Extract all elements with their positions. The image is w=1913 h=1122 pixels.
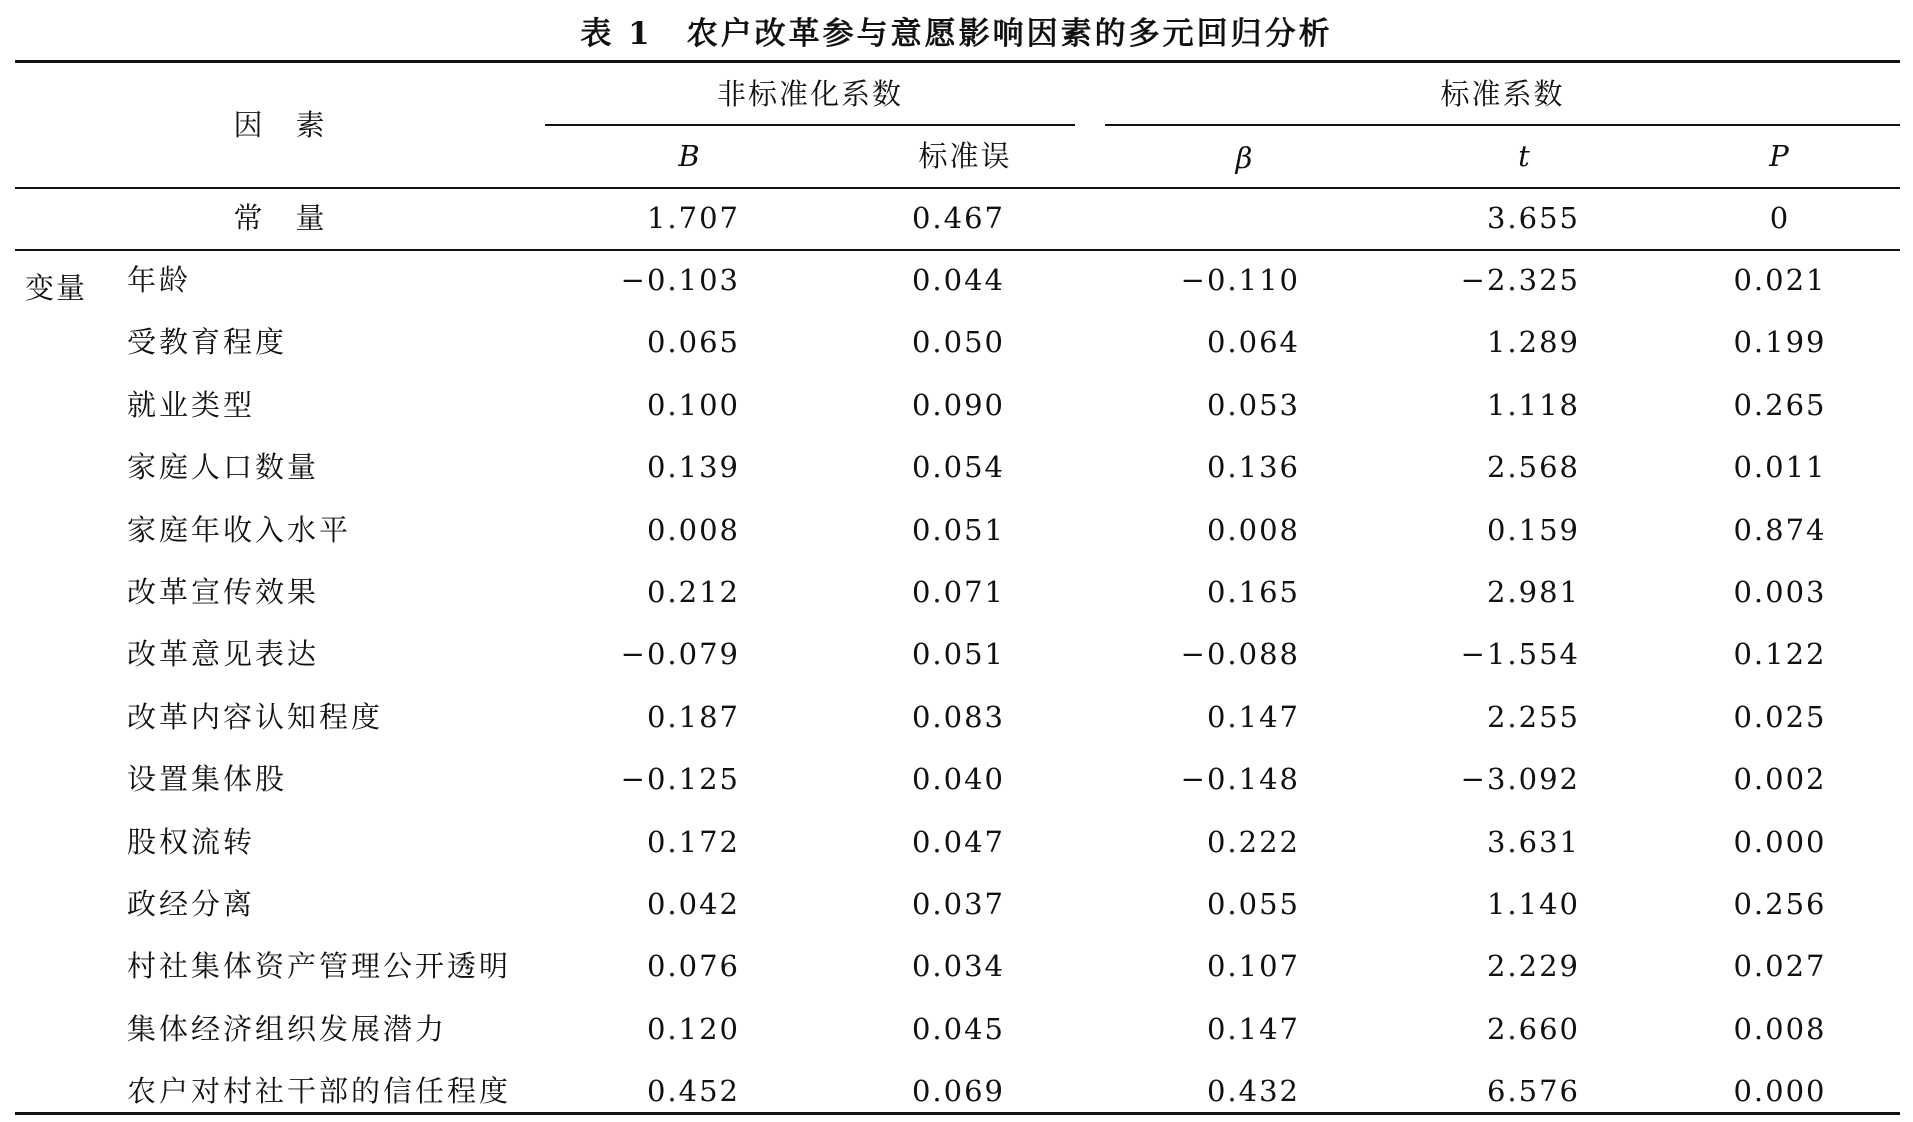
row-b: 0.139 [646,450,740,484]
row-beta: 0.136 [1206,450,1300,484]
standardized-group-rule [1105,124,1900,126]
header-col-std-error: 标准误 [918,139,1012,173]
row-beta: 0.147 [1206,1012,1300,1046]
row-std-error: 0.044 [911,263,1005,297]
row-p: 0.000 [1733,1074,1827,1108]
row-beta: −0.148 [1180,762,1300,796]
header-col-b: B [678,139,702,173]
row-t: 3.631 [1486,825,1580,859]
row-p: 0.256 [1733,887,1827,921]
row-t: 2.229 [1486,949,1580,983]
top-rule [15,60,1900,63]
row-beta: −0.110 [1180,263,1300,297]
row-beta: 0.107 [1206,949,1300,983]
row-t: 0.159 [1486,513,1580,547]
row-p: 0.025 [1733,700,1827,734]
row-beta: 0.055 [1206,887,1300,921]
row-b: 0.187 [646,700,740,734]
row-p: 0.199 [1733,325,1827,359]
row-p: 0.874 [1733,513,1827,547]
row-std-error: 0.050 [911,325,1005,359]
row-factor-name: 年龄 [127,263,192,297]
row-factor-name: 受教育程度 [127,325,288,359]
header-unstandardized-group: 非标准化系数 [716,77,903,111]
row-std-error: 0.069 [911,1074,1005,1108]
row-std-error: 0.051 [911,637,1005,671]
row-t: −1.554 [1460,637,1580,671]
row-std-error: 0.037 [911,887,1005,921]
row-factor-name: 村社集体资产管理公开透明 [127,949,512,983]
constant-std-error: 0.467 [911,201,1005,235]
row-b: −0.103 [620,263,740,297]
header-col-p: P [1769,139,1791,173]
row-factor-name: 改革内容认知程度 [127,700,384,734]
header-standardized-group: 标准系数 [1440,77,1565,111]
row-b: 0.065 [646,325,740,359]
header-factor: 因 素 [233,108,327,142]
row-t: 2.568 [1486,450,1580,484]
row-b: 0.008 [646,513,740,547]
row-t: −3.092 [1460,762,1580,796]
row-std-error: 0.083 [911,700,1005,734]
row-b: −0.079 [620,637,740,671]
row-std-error: 0.047 [911,825,1005,859]
row-factor-name: 就业类型 [127,388,256,422]
row-beta: 0.165 [1206,575,1300,609]
row-b: 0.452 [646,1074,740,1108]
constant-label: 常 量 [233,201,327,235]
row-factor-name: 家庭人口数量 [127,450,320,484]
unstandardized-group-rule [545,124,1075,126]
row-std-error: 0.071 [911,575,1005,609]
header-col-t: t [1518,139,1532,173]
row-b: 0.042 [646,887,740,921]
row-factor-name: 农户对村社干部的信任程度 [127,1074,512,1108]
row-beta: 0.053 [1206,388,1300,422]
row-std-error: 0.034 [911,949,1005,983]
row-t: 1.289 [1486,325,1580,359]
row-std-error: 0.054 [911,450,1005,484]
constant-p: 0 [1769,201,1791,235]
row-factor-name: 集体经济组织发展潜力 [127,1012,448,1046]
row-beta: −0.088 [1180,637,1300,671]
row-t: 6.576 [1486,1074,1580,1108]
row-p: 0.265 [1733,388,1827,422]
row-t: −2.325 [1460,263,1580,297]
constant-b: 1.707 [646,201,740,235]
row-p: 0.003 [1733,575,1827,609]
row-t: 2.255 [1486,700,1580,734]
row-b: 0.076 [646,949,740,983]
row-beta: 0.147 [1206,700,1300,734]
row-p: 0.027 [1733,949,1827,983]
row-std-error: 0.051 [911,513,1005,547]
row-p: 0.011 [1733,450,1827,484]
row-beta: 0.008 [1206,513,1300,547]
row-std-error: 0.045 [911,1012,1005,1046]
header-col-beta: β [1235,141,1255,175]
variable-group-label: 变量 [25,271,88,305]
row-factor-name: 股权流转 [127,825,256,859]
row-b: 0.100 [646,388,740,422]
constant-bottom-rule [15,249,1900,251]
row-b: 0.120 [646,1012,740,1046]
bottom-rule [15,1112,1900,1115]
row-factor-name: 改革意见表达 [127,637,320,671]
row-b: 0.212 [646,575,740,609]
row-t: 1.140 [1486,887,1580,921]
row-factor-name: 政经分离 [127,887,256,921]
row-b: −0.125 [620,762,740,796]
constant-t: 3.655 [1486,201,1580,235]
header-bottom-rule [15,187,1900,189]
row-p: 0.000 [1733,825,1827,859]
row-std-error: 0.090 [911,388,1005,422]
row-beta: 0.222 [1206,825,1300,859]
row-p: 0.122 [1733,637,1827,671]
row-t: 1.118 [1486,388,1580,422]
row-p: 0.008 [1733,1012,1827,1046]
row-t: 2.981 [1486,575,1580,609]
row-factor-name: 家庭年收入水平 [127,513,352,547]
row-p: 0.002 [1733,762,1827,796]
row-beta: 0.064 [1206,325,1300,359]
table-caption: 表 1 农户改革参与意愿影响因素的多元回归分析 [580,16,1333,52]
row-b: 0.172 [646,825,740,859]
row-std-error: 0.040 [911,762,1005,796]
row-factor-name: 设置集体股 [127,762,288,796]
row-factor-name: 改革宣传效果 [127,575,320,609]
row-p: 0.021 [1733,263,1827,297]
row-t: 2.660 [1486,1012,1580,1046]
row-beta: 0.432 [1206,1074,1300,1108]
